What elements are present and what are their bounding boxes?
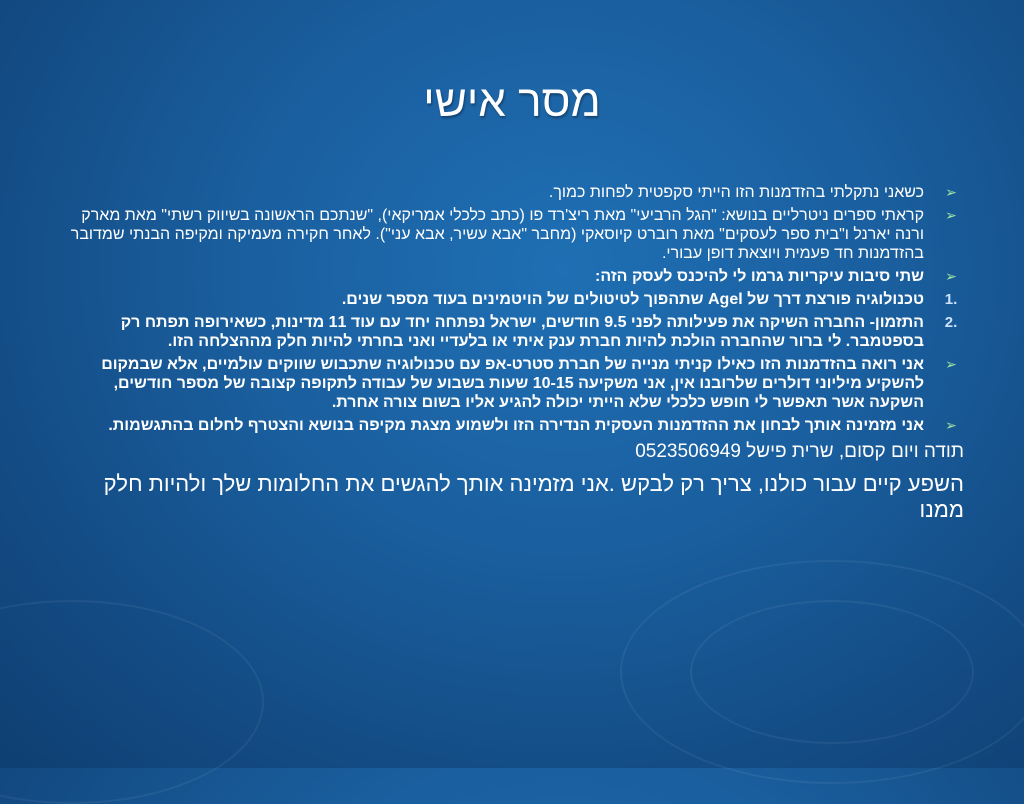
bullet-text: אני מזמינה אותך לבחון את ההזדמנות העסקית הנדירה הזו ולשמוע מצגת מקיפה בנושא והצטרף לחלום בהתגשמות. — [108, 417, 924, 434]
background-ripple — [0, 600, 264, 804]
bullet-text: אני רואה בהזדמנות הזו כאילו קניתי מנייה של חברת סטרט-אפ עם טכנולוגיה שתכבוש שווקים עולמיים, אלא שבמקום להשקיע מיליוני דולרים שלרובנו אין, אני משקיעה 10-15 שעות בשבוע של עבודה לתקופה קצובה של מספר חודשים, השקעה אשר תאפשר לי חופש כלכלי שלא הייתי יכולה להגיע אליו בשום צורה אחרת. — [101, 356, 924, 411]
numbered-item — [60, 290, 964, 309]
bullet-text: כשאני נתקלתי בהזדמנות הזו הייתי סקפטית לפחות כמוך. — [548, 184, 924, 201]
arrow-bullet-icon: ➢ — [945, 356, 957, 372]
bullet-item — [60, 206, 964, 263]
bullet-text: שתי סיבות עיקריות גרמו לי להיכנס לעסק הזה: — [595, 268, 924, 285]
arrow-bullet-icon: ➢ — [945, 184, 957, 200]
arrow-bullet-icon: ➢ — [945, 417, 957, 433]
bullet-item — [60, 267, 964, 286]
bullet-item — [60, 183, 964, 202]
slide-title: מסר אישי — [423, 77, 601, 126]
numbered-item — [60, 313, 964, 351]
numbered-text: התזמון- החברה השיקה את פעילותה לפני 9.5 חודשים, ישראל נפתחה יחד עם עוד 11 מדינות, כשאירופה תפתח רק בספטמבר. לי ברור שהחברה הולכת להיות חברת ענק איתי או בלעדיי ואני בחרתי להיות חלק מההצלחה הזו. — [120, 314, 924, 350]
arrow-bullet-icon: ➢ — [945, 207, 957, 223]
thanks-signature: תודה ויום קסום, שרית פישל 0523506949 — [635, 441, 964, 462]
bullet-text: קראתי ספרים ניטרליים בנושא: "הגל הרביעי" מאת ריצ'רד פו (כתב כלכלי אמריקאי), "שנתכם הראשונה בשיווק רשתי" מאת מארק ורנה יארנל ו"בית ספר לעסקים" מאת רוברט קיוסאקי (מחבר "אבא עשיר, אבא עני"). לאחר חקירה מעמיקה ומקיפה הבנתי שמדובר בהזדמנות חד פעמית ויוצאת דופן עבורי. — [70, 207, 924, 262]
bullet-item — [60, 416, 964, 435]
number-marker: 1. — [944, 291, 958, 308]
slide-content — [60, 183, 964, 523]
closing-message: השפע קיים עבור כולנו, צריך רק לבקש .אני מזמינה אותך להגשים את החלומות שלך ולהיות חלק ממנו — [103, 471, 964, 522]
arrow-bullet-icon: ➢ — [945, 268, 957, 284]
bullet-item — [60, 355, 964, 412]
number-marker: 2. — [944, 314, 958, 331]
numbered-text: טכנולוגיה פורצת דרך של Agel שתהפוך לטיטולים של הויטמינים בעוד מספר שנים. — [341, 291, 924, 308]
background-ripple — [690, 600, 974, 744]
